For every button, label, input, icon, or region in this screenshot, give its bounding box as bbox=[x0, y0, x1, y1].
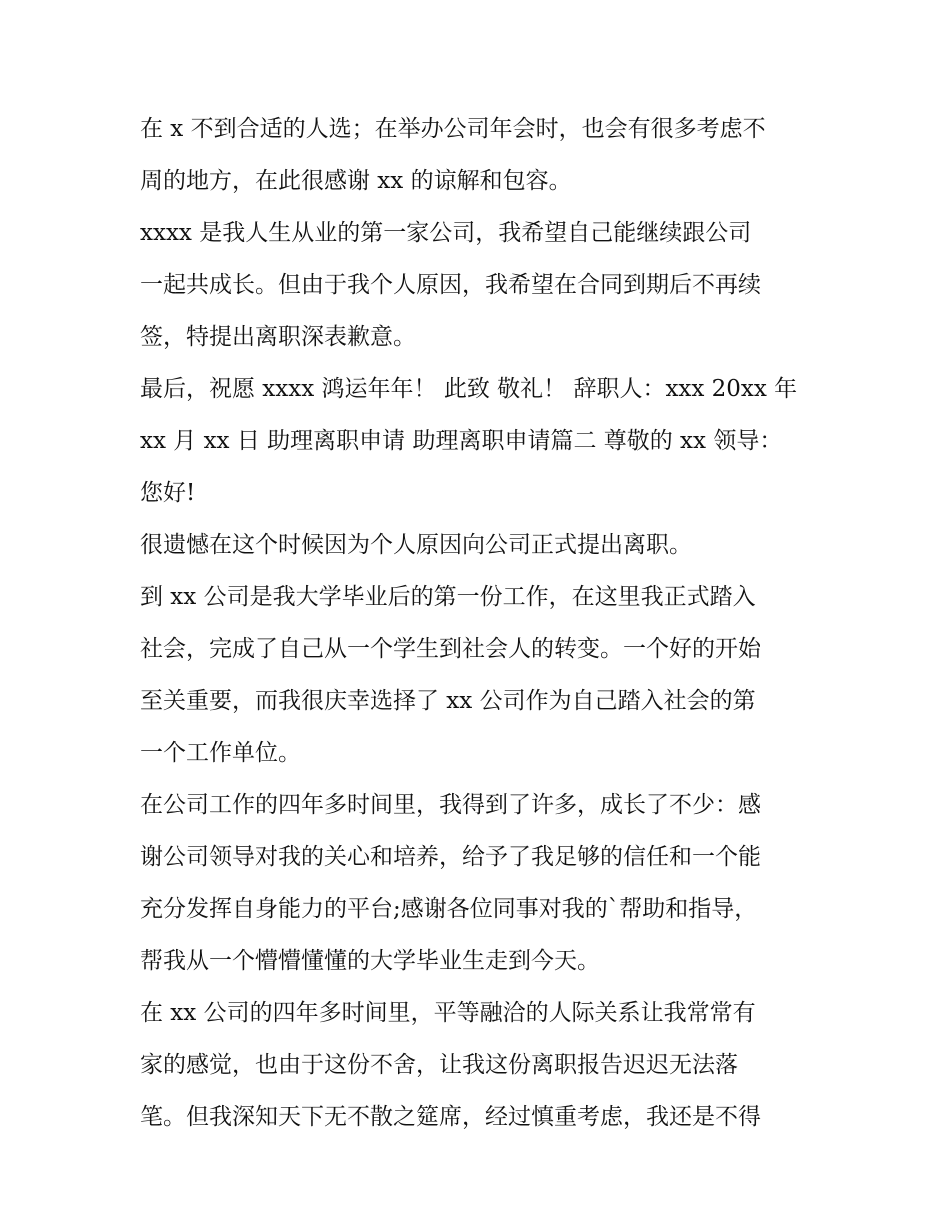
text-line: xxxx 是我人生从业的第一家公司，我希望自己能继续跟公司 bbox=[140, 220, 752, 246]
text-line: 谢公司领导对我的关心和培养，给予了我足够的信任和一个能 bbox=[140, 844, 761, 870]
text-line: 您好! bbox=[140, 480, 196, 506]
text-line: 最后，祝愿 xxxx 鸿运年年！ 此致 敬礼！ 辞职人：xxx 20xx 年 bbox=[140, 376, 798, 402]
text-line: 一起共成长。但由于我个人原因，我希望在合同到期后不再续 bbox=[140, 272, 761, 298]
text-line: 社会，完成了自己从一个学生到社会人的转变。一个好的开始 bbox=[140, 636, 761, 662]
text-line: 很遗憾在这个时候因为个人原因向公司正式提出离职。 bbox=[140, 532, 692, 558]
text-line: 在 xx 公司的四年多时间里，平等融洽的人际关系让我常常有 bbox=[140, 1000, 756, 1026]
text-line: xx 月 xx 日 助理离职申请 助理离职申请篇二 尊敬的 xx 领导： bbox=[140, 428, 783, 454]
text-line: 签，特提出离职深表歉意。 bbox=[140, 324, 416, 350]
text-line: 周的地方，在此很感谢 xx 的谅解和包容。 bbox=[140, 168, 572, 194]
text-line: 至关重要，而我很庆幸选择了 xx 公司作为自己踏入社会的第 bbox=[140, 688, 756, 714]
text-line: 笔。但我深知天下无不散之筵席，经过慎重考虑，我还是不得 bbox=[140, 1104, 761, 1130]
document-body bbox=[140, 103, 820, 1143]
text-line: 一个工作单位。 bbox=[140, 740, 301, 766]
text-line: 帮我从一个懵懵懂懂的大学毕业生走到今天。 bbox=[140, 948, 600, 974]
text-line: 家的感觉，也由于这份不舍，让我这份离职报告迟迟无法落 bbox=[140, 1052, 738, 1078]
text-line: 在公司工作的四年多时间里，我得到了许多，成长了不少：感 bbox=[140, 792, 761, 818]
text-line: 在 x 不到合适的人选；在举办公司年会时，也会有很多考虑不 bbox=[140, 116, 766, 142]
text-line: 到 xx 公司是我大学毕业后的第一份工作，在这里我正式踏入 bbox=[140, 584, 756, 610]
text-line: 充分发挥自身能力的平台;感谢各位同事对我的`帮助和指导， bbox=[140, 896, 758, 922]
